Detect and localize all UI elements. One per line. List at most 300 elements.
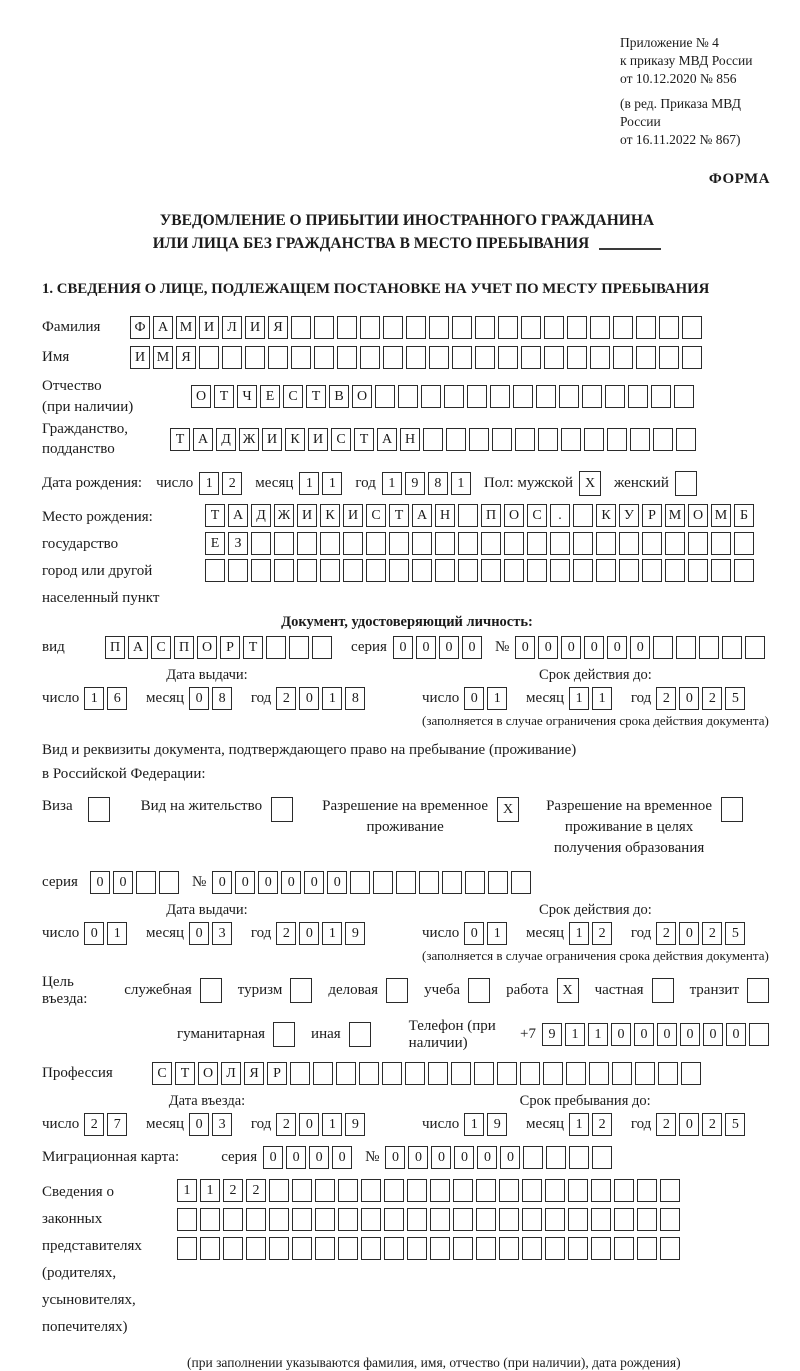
char-box[interactable]: 0 <box>113 871 133 894</box>
char-box[interactable] <box>659 316 679 339</box>
char-box[interactable] <box>269 1179 289 1202</box>
char-box[interactable]: 2 <box>84 1113 104 1136</box>
char-box[interactable] <box>652 978 674 1003</box>
char-box[interactable] <box>452 316 472 339</box>
char-box[interactable] <box>446 428 466 451</box>
char-box[interactable] <box>453 1179 473 1202</box>
char-box[interactable] <box>177 1208 197 1231</box>
char-box[interactable]: 0 <box>235 871 255 894</box>
char-box[interactable]: 1 <box>569 922 589 945</box>
char-box[interactable] <box>291 316 311 339</box>
char-box[interactable] <box>389 559 409 582</box>
char-box[interactable] <box>681 1062 701 1085</box>
char-box[interactable]: 1 <box>200 1179 220 1202</box>
char-box[interactable] <box>488 871 508 894</box>
char-box[interactable] <box>458 532 478 555</box>
char-box[interactable] <box>444 385 464 408</box>
char-box[interactable]: 0 <box>500 1146 520 1169</box>
char-box[interactable]: Н <box>400 428 420 451</box>
char-box[interactable] <box>429 346 449 369</box>
char-box[interactable]: 2 <box>592 922 612 945</box>
char-box[interactable] <box>481 532 501 555</box>
char-box[interactable]: 0 <box>286 1146 306 1169</box>
char-box[interactable] <box>642 532 662 555</box>
char-box[interactable] <box>589 1062 609 1085</box>
char-box[interactable] <box>538 428 558 451</box>
char-box[interactable] <box>386 978 408 1003</box>
char-box[interactable]: Е <box>260 385 280 408</box>
char-box[interactable] <box>592 1146 612 1169</box>
char-box[interactable] <box>228 559 248 582</box>
char-box[interactable] <box>373 871 393 894</box>
char-box[interactable] <box>314 346 334 369</box>
char-box[interactable] <box>546 1146 566 1169</box>
char-box[interactable] <box>467 385 487 408</box>
char-box[interactable] <box>590 346 610 369</box>
char-box[interactable]: Б <box>734 504 754 527</box>
char-box[interactable]: 0 <box>464 687 484 710</box>
char-box[interactable] <box>613 316 633 339</box>
char-box[interactable]: 0 <box>189 687 209 710</box>
char-box[interactable]: 1 <box>107 922 127 945</box>
char-box[interactable] <box>658 1062 678 1085</box>
char-box[interactable] <box>269 1237 289 1260</box>
char-box[interactable]: 7 <box>107 1113 127 1136</box>
char-box[interactable]: 0 <box>299 922 319 945</box>
char-box[interactable]: 5 <box>725 922 745 945</box>
char-box[interactable]: К <box>596 504 616 527</box>
char-box[interactable] <box>605 385 625 408</box>
char-box[interactable] <box>559 385 579 408</box>
char-box[interactable]: С <box>366 504 386 527</box>
char-box[interactable]: 0 <box>611 1023 631 1046</box>
char-box[interactable]: 0 <box>454 1146 474 1169</box>
char-box[interactable] <box>336 1062 356 1085</box>
char-box[interactable]: 5 <box>725 687 745 710</box>
char-box[interactable] <box>523 1146 543 1169</box>
char-box[interactable] <box>614 1237 634 1260</box>
char-box[interactable]: 9 <box>487 1113 507 1136</box>
char-box[interactable] <box>682 316 702 339</box>
char-box[interactable] <box>266 636 286 659</box>
char-box[interactable] <box>591 1237 611 1260</box>
char-box[interactable] <box>573 504 593 527</box>
char-box[interactable] <box>246 1208 266 1231</box>
char-box[interactable] <box>642 559 662 582</box>
char-box[interactable]: 0 <box>657 1023 677 1046</box>
char-box[interactable] <box>682 346 702 369</box>
char-box[interactable]: 0 <box>561 636 581 659</box>
char-box[interactable] <box>544 316 564 339</box>
char-box[interactable]: 0 <box>464 922 484 945</box>
char-box[interactable] <box>320 532 340 555</box>
char-box[interactable] <box>499 1237 519 1260</box>
char-box[interactable]: 0 <box>299 1113 319 1136</box>
char-box[interactable] <box>550 532 570 555</box>
char-box[interactable] <box>653 636 673 659</box>
char-box[interactable] <box>297 559 317 582</box>
char-box[interactable] <box>545 1179 565 1202</box>
char-box[interactable]: А <box>128 636 148 659</box>
char-box[interactable]: П <box>481 504 501 527</box>
char-box[interactable] <box>490 385 510 408</box>
char-box[interactable] <box>637 1208 657 1231</box>
char-box[interactable]: 0 <box>90 871 110 894</box>
char-box[interactable]: 1 <box>464 1113 484 1136</box>
char-box[interactable] <box>268 346 288 369</box>
char-box[interactable] <box>636 346 656 369</box>
char-box[interactable] <box>359 1062 379 1085</box>
char-box[interactable]: 0 <box>607 636 627 659</box>
char-box[interactable] <box>453 1208 473 1231</box>
char-box[interactable]: Л <box>222 316 242 339</box>
char-box[interactable]: 1 <box>299 472 319 495</box>
char-box[interactable] <box>521 346 541 369</box>
char-box[interactable]: 0 <box>385 1146 405 1169</box>
char-box[interactable]: 5 <box>725 1113 745 1136</box>
char-box[interactable] <box>205 559 225 582</box>
char-box[interactable]: 0 <box>84 922 104 945</box>
char-box[interactable] <box>734 559 754 582</box>
char-box[interactable] <box>360 316 380 339</box>
char-box[interactable]: 2 <box>223 1179 243 1202</box>
char-box[interactable] <box>314 316 334 339</box>
char-box[interactable] <box>407 1208 427 1231</box>
char-box[interactable] <box>522 1208 542 1231</box>
char-box[interactable]: 0 <box>408 1146 428 1169</box>
char-box[interactable] <box>749 1023 769 1046</box>
char-box[interactable] <box>428 1062 448 1085</box>
char-box[interactable]: В <box>329 385 349 408</box>
char-box[interactable]: С <box>283 385 303 408</box>
char-box[interactable]: О <box>198 1062 218 1085</box>
char-box[interactable] <box>313 1062 333 1085</box>
char-box[interactable]: 0 <box>439 636 459 659</box>
char-box[interactable]: 0 <box>680 1023 700 1046</box>
char-box[interactable] <box>584 428 604 451</box>
char-box[interactable] <box>674 385 694 408</box>
char-box[interactable]: О <box>191 385 211 408</box>
char-box[interactable]: 0 <box>212 871 232 894</box>
char-box[interactable]: Я <box>244 1062 264 1085</box>
char-box[interactable] <box>435 532 455 555</box>
char-box[interactable] <box>292 1237 312 1260</box>
char-box[interactable]: С <box>527 504 547 527</box>
char-box[interactable]: М <box>176 316 196 339</box>
char-box[interactable] <box>543 1062 563 1085</box>
char-box[interactable]: 0 <box>304 871 324 894</box>
char-box[interactable] <box>407 1179 427 1202</box>
char-box[interactable]: Т <box>175 1062 195 1085</box>
char-box[interactable] <box>619 559 639 582</box>
char-box[interactable]: К <box>320 504 340 527</box>
char-box[interactable]: Я <box>268 316 288 339</box>
char-box[interactable] <box>591 1208 611 1231</box>
char-box[interactable] <box>429 316 449 339</box>
char-box[interactable] <box>406 346 426 369</box>
char-box[interactable]: 0 <box>634 1023 654 1046</box>
char-box[interactable]: Т <box>354 428 374 451</box>
char-box[interactable] <box>659 346 679 369</box>
char-box[interactable] <box>676 428 696 451</box>
char-box[interactable] <box>475 316 495 339</box>
char-box[interactable] <box>568 1179 588 1202</box>
char-box[interactable]: 0 <box>258 871 278 894</box>
char-box[interactable]: 1 <box>569 687 589 710</box>
char-box[interactable]: 9 <box>345 1113 365 1136</box>
char-box[interactable]: 0 <box>515 636 535 659</box>
char-box[interactable] <box>223 1237 243 1260</box>
char-box[interactable] <box>665 559 685 582</box>
char-box[interactable] <box>159 871 179 894</box>
char-box[interactable] <box>522 1237 542 1260</box>
char-box[interactable]: 9 <box>405 472 425 495</box>
char-box[interactable] <box>596 559 616 582</box>
char-box[interactable] <box>451 1062 471 1085</box>
char-box[interactable]: 0 <box>477 1146 497 1169</box>
char-box[interactable]: Р <box>267 1062 287 1085</box>
char-box[interactable]: 1 <box>588 1023 608 1046</box>
char-box[interactable] <box>361 1179 381 1202</box>
char-box[interactable] <box>520 1062 540 1085</box>
char-box[interactable] <box>688 532 708 555</box>
char-box[interactable] <box>412 532 432 555</box>
char-box[interactable] <box>498 346 518 369</box>
char-box[interactable]: И <box>199 316 219 339</box>
char-box[interactable] <box>660 1237 680 1260</box>
char-box[interactable]: А <box>153 316 173 339</box>
char-box[interactable] <box>269 1208 289 1231</box>
char-box[interactable]: 1 <box>84 687 104 710</box>
char-box[interactable] <box>343 532 363 555</box>
char-box[interactable] <box>442 871 462 894</box>
char-box[interactable] <box>292 1208 312 1231</box>
char-box[interactable] <box>382 1062 402 1085</box>
char-box[interactable] <box>251 559 271 582</box>
char-box[interactable] <box>521 316 541 339</box>
char-box[interactable]: 0 <box>679 687 699 710</box>
char-box[interactable] <box>513 385 533 408</box>
char-box[interactable]: 0 <box>703 1023 723 1046</box>
char-box[interactable]: X <box>557 978 579 1003</box>
char-box[interactable] <box>734 532 754 555</box>
char-box[interactable] <box>177 1237 197 1260</box>
char-box[interactable] <box>612 1062 632 1085</box>
char-box[interactable] <box>271 797 293 822</box>
char-box[interactable]: П <box>105 636 125 659</box>
char-box[interactable]: 0 <box>416 636 436 659</box>
char-box[interactable]: 0 <box>263 1146 283 1169</box>
char-box[interactable]: У <box>619 504 639 527</box>
char-box[interactable] <box>636 316 656 339</box>
char-box[interactable] <box>200 978 222 1003</box>
char-box[interactable] <box>343 559 363 582</box>
char-box[interactable] <box>614 1208 634 1231</box>
char-box[interactable] <box>200 1237 220 1260</box>
char-box[interactable] <box>421 385 441 408</box>
char-box[interactable] <box>407 1237 427 1260</box>
char-box[interactable] <box>452 346 472 369</box>
char-box[interactable] <box>405 1062 425 1085</box>
char-box[interactable]: Т <box>170 428 190 451</box>
char-box[interactable]: Ч <box>237 385 257 408</box>
char-box[interactable] <box>338 1208 358 1231</box>
char-box[interactable] <box>476 1237 496 1260</box>
char-box[interactable] <box>573 559 593 582</box>
char-box[interactable]: 0 <box>584 636 604 659</box>
char-box[interactable] <box>590 316 610 339</box>
char-box[interactable]: Л <box>221 1062 241 1085</box>
char-box[interactable] <box>361 1237 381 1260</box>
char-box[interactable] <box>384 1237 404 1260</box>
char-box[interactable] <box>406 316 426 339</box>
char-box[interactable] <box>660 1208 680 1231</box>
char-box[interactable]: О <box>352 385 372 408</box>
char-box[interactable]: 2 <box>656 1113 676 1136</box>
char-box[interactable]: X <box>497 797 519 822</box>
char-box[interactable]: 2 <box>702 922 722 945</box>
char-box[interactable]: 2 <box>656 687 676 710</box>
char-box[interactable] <box>711 559 731 582</box>
char-box[interactable] <box>476 1208 496 1231</box>
char-box[interactable] <box>497 1062 517 1085</box>
char-box[interactable] <box>550 559 570 582</box>
char-box[interactable]: 2 <box>276 1113 296 1136</box>
char-box[interactable]: 0 <box>309 1146 329 1169</box>
char-box[interactable] <box>366 532 386 555</box>
char-box[interactable]: И <box>245 316 265 339</box>
char-box[interactable] <box>567 346 587 369</box>
char-box[interactable]: 3 <box>212 922 232 945</box>
char-box[interactable] <box>430 1179 450 1202</box>
char-box[interactable]: 0 <box>726 1023 746 1046</box>
char-box[interactable] <box>637 1237 657 1260</box>
char-box[interactable] <box>675 471 697 496</box>
char-box[interactable]: 1 <box>322 472 342 495</box>
char-box[interactable]: 0 <box>189 1113 209 1136</box>
char-box[interactable] <box>199 346 219 369</box>
char-box[interactable]: 2 <box>276 922 296 945</box>
char-box[interactable] <box>315 1179 335 1202</box>
char-box[interactable]: Т <box>214 385 234 408</box>
char-box[interactable]: Д <box>251 504 271 527</box>
char-box[interactable] <box>628 385 648 408</box>
char-box[interactable]: 1 <box>487 687 507 710</box>
char-box[interactable] <box>398 385 418 408</box>
char-box[interactable] <box>337 346 357 369</box>
char-box[interactable] <box>338 1237 358 1260</box>
char-box[interactable]: 0 <box>538 636 558 659</box>
char-box[interactable] <box>522 1179 542 1202</box>
char-box[interactable]: 1 <box>451 472 471 495</box>
char-box[interactable]: А <box>193 428 213 451</box>
char-box[interactable] <box>630 428 650 451</box>
char-box[interactable] <box>315 1208 335 1231</box>
char-box[interactable] <box>222 346 242 369</box>
char-box[interactable]: 2 <box>702 1113 722 1136</box>
char-box[interactable] <box>545 1208 565 1231</box>
char-box[interactable]: М <box>665 504 685 527</box>
char-box[interactable]: 2 <box>592 1113 612 1136</box>
char-box[interactable]: 2 <box>702 687 722 710</box>
char-box[interactable] <box>566 1062 586 1085</box>
char-box[interactable] <box>637 1179 657 1202</box>
char-box[interactable]: 8 <box>345 687 365 710</box>
char-box[interactable]: 1 <box>177 1179 197 1202</box>
char-box[interactable]: 1 <box>565 1023 585 1046</box>
char-box[interactable]: 2 <box>222 472 242 495</box>
char-box[interactable] <box>291 346 311 369</box>
char-box[interactable]: Т <box>243 636 263 659</box>
char-box[interactable] <box>504 532 524 555</box>
char-box[interactable] <box>419 871 439 894</box>
char-box[interactable] <box>651 385 671 408</box>
char-box[interactable] <box>458 559 478 582</box>
char-box[interactable]: 2 <box>276 687 296 710</box>
char-box[interactable]: Т <box>205 504 225 527</box>
char-box[interactable]: М <box>153 346 173 369</box>
char-box[interactable] <box>297 532 317 555</box>
char-box[interactable]: 0 <box>189 922 209 945</box>
char-box[interactable]: 9 <box>345 922 365 945</box>
char-box[interactable]: 0 <box>431 1146 451 1169</box>
char-box[interactable] <box>465 871 485 894</box>
char-box[interactable]: 1 <box>322 1113 342 1136</box>
char-box[interactable] <box>476 1179 496 1202</box>
char-box[interactable] <box>274 532 294 555</box>
char-box[interactable] <box>527 559 547 582</box>
char-box[interactable] <box>88 797 110 822</box>
char-box[interactable]: Ж <box>239 428 259 451</box>
char-box[interactable] <box>568 1237 588 1260</box>
char-box[interactable] <box>292 1179 312 1202</box>
char-box[interactable] <box>315 1237 335 1260</box>
char-box[interactable] <box>504 559 524 582</box>
char-box[interactable]: 1 <box>322 922 342 945</box>
char-box[interactable]: 0 <box>679 922 699 945</box>
char-box[interactable] <box>474 1062 494 1085</box>
char-box[interactable] <box>665 532 685 555</box>
char-box[interactable] <box>545 1237 565 1260</box>
char-box[interactable] <box>613 346 633 369</box>
char-box[interactable] <box>430 1208 450 1231</box>
char-box[interactable]: Р <box>220 636 240 659</box>
char-box[interactable] <box>511 871 531 894</box>
char-box[interactable] <box>384 1179 404 1202</box>
char-box[interactable]: О <box>688 504 708 527</box>
char-box[interactable] <box>223 1208 243 1231</box>
char-box[interactable] <box>591 1179 611 1202</box>
char-box[interactable] <box>492 428 512 451</box>
char-box[interactable] <box>245 346 265 369</box>
char-box[interactable] <box>251 532 271 555</box>
char-box[interactable]: И <box>343 504 363 527</box>
char-box[interactable]: С <box>331 428 351 451</box>
char-box[interactable] <box>430 1237 450 1260</box>
char-box[interactable] <box>688 559 708 582</box>
char-box[interactable]: О <box>504 504 524 527</box>
char-box[interactable]: 8 <box>428 472 448 495</box>
char-box[interactable] <box>458 504 478 527</box>
char-box[interactable] <box>561 428 581 451</box>
char-box[interactable] <box>699 636 719 659</box>
char-box[interactable] <box>290 978 312 1003</box>
char-box[interactable]: З <box>228 532 248 555</box>
char-box[interactable] <box>481 559 501 582</box>
char-box[interactable] <box>337 316 357 339</box>
char-box[interactable] <box>499 1208 519 1231</box>
char-box[interactable]: 1 <box>382 472 402 495</box>
